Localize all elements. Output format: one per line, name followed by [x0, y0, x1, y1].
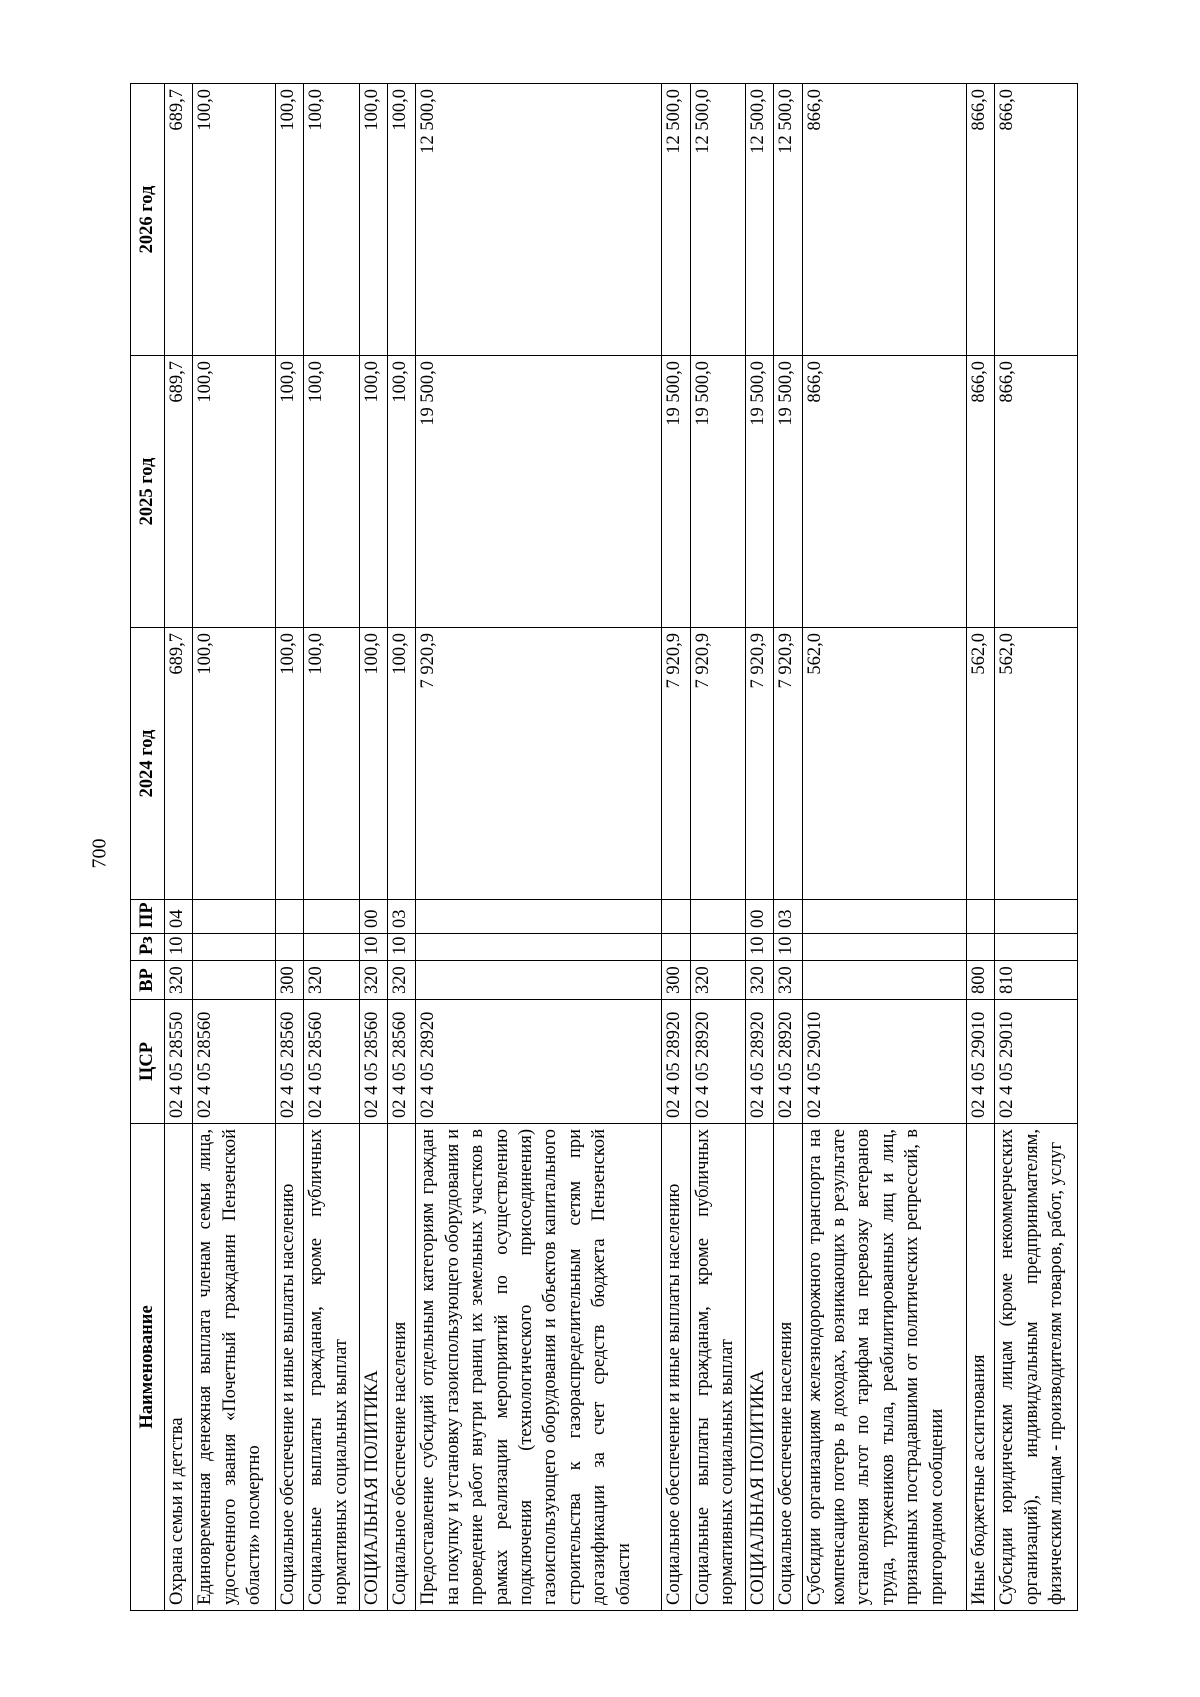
row-name: Социальные выплаты гражданам, кроме публичных нормативных социальных выплат — [304, 1124, 360, 1611]
row-2024: 100,0 — [359, 628, 387, 900]
row-2024: 7 920,9 — [690, 628, 746, 900]
row-2024: 7 920,9 — [416, 628, 662, 900]
row-vr: 320 — [388, 961, 416, 1000]
row-2025: 100,0 — [359, 356, 387, 628]
row-2026: 866,0 — [966, 84, 994, 356]
row-2026: 12 500,0 — [416, 84, 662, 356]
row-2026: 866,0 — [995, 84, 1078, 356]
row-vr: 300 — [662, 961, 690, 1000]
row-pr — [275, 900, 303, 934]
table-row — [690, 84, 746, 1611]
row-vr: 800 — [966, 961, 994, 1000]
header-csr: ЦСР — [131, 1000, 165, 1124]
row-pr — [995, 900, 1078, 934]
row-vr — [416, 961, 662, 1000]
budget-table — [130, 83, 1078, 1611]
row-pr: 00 — [359, 900, 387, 934]
row-rz: 10 — [746, 934, 774, 961]
row-rz — [416, 934, 662, 961]
row-pr: 04 — [165, 900, 193, 934]
row-2025: 100,0 — [304, 356, 360, 628]
row-name: СОЦИАЛЬНАЯ ПОЛИТИКА — [359, 1124, 387, 1611]
row-2024: 562,0 — [995, 628, 1078, 900]
row-2026: 100,0 — [193, 84, 276, 356]
row-csr: 02 4 05 28560 — [359, 1000, 387, 1124]
row-2025: 866,0 — [966, 356, 994, 628]
row-name: Охрана семьи и детства — [165, 1124, 193, 1611]
row-rz — [995, 934, 1078, 961]
table-row — [802, 84, 966, 1611]
row-pr: 03 — [774, 900, 802, 934]
row-name: Единовременная денежная выплата членам семьи лица, удостоенного звания «Почетный гражданин Пензенской области» посмертно — [193, 1124, 276, 1611]
row-csr: 02 4 05 28920 — [690, 1000, 746, 1124]
row-name: Социальные выплаты гражданам, кроме публичных нормативных социальных выплат — [690, 1124, 746, 1611]
row-rz: 10 — [774, 934, 802, 961]
row-2024: 100,0 — [388, 628, 416, 900]
row-vr: 320 — [165, 961, 193, 1000]
row-vr: 300 — [275, 961, 303, 1000]
row-pr — [193, 900, 276, 934]
page-number: 700 — [88, 838, 111, 869]
table-row — [966, 84, 994, 1611]
row-2024: 689,7 — [165, 628, 193, 900]
row-name: Социальное обеспечение и иные выплаты населению — [275, 1124, 303, 1611]
row-csr: 02 4 05 28920 — [416, 1000, 662, 1124]
row-csr: 02 4 05 28550 — [165, 1000, 193, 1124]
row-2026: 100,0 — [275, 84, 303, 356]
row-2026: 866,0 — [802, 84, 966, 356]
row-pr — [304, 900, 360, 934]
row-2024: 562,0 — [802, 628, 966, 900]
table-row — [359, 84, 387, 1611]
row-2026: 100,0 — [388, 84, 416, 356]
row-2026: 12 500,0 — [746, 84, 774, 356]
row-csr: 02 4 05 28560 — [388, 1000, 416, 1124]
row-name: Социальное обеспечение населения — [388, 1124, 416, 1611]
row-2024: 100,0 — [304, 628, 360, 900]
row-2024: 7 920,9 — [774, 628, 802, 900]
rotated-table-container — [130, 84, 1078, 1611]
row-2025: 100,0 — [275, 356, 303, 628]
row-rz — [802, 934, 966, 961]
row-vr: 320 — [746, 961, 774, 1000]
table-row — [275, 84, 303, 1611]
row-vr — [193, 961, 276, 1000]
row-name: Субсидии организациям железнодорожного транспорта на компенсацию потерь в доходах, возникающих в результате установления льгот по тарифам на перевозку ветеранов труда, тружеников тыла, реабилитированных лиц и лиц, признанных пострадавшими от политических репрессий, в пригородном сообщении — [802, 1124, 966, 1611]
row-2024: 100,0 — [275, 628, 303, 900]
table-row — [193, 84, 276, 1611]
row-rz — [966, 934, 994, 961]
row-2024: 100,0 — [193, 628, 276, 900]
row-2026: 100,0 — [359, 84, 387, 356]
row-rz — [304, 934, 360, 961]
row-name: Социальное обеспечение и иные выплаты населению — [662, 1124, 690, 1611]
row-rz — [193, 934, 276, 961]
header-vr: ВР — [131, 961, 165, 1000]
row-name: Субсидии юридическим лицам (кроме некоммерческих организаций), индивидуальным предпринимателям, физическим лицам - производителям товаров, работ, услуг — [995, 1124, 1078, 1611]
row-pr — [966, 900, 994, 934]
header-name: Наименование — [131, 1124, 165, 1611]
row-rz: 10 — [165, 934, 193, 961]
row-name: СОЦИАЛЬНАЯ ПОЛИТИКА — [746, 1124, 774, 1611]
table-row — [995, 84, 1078, 1611]
row-2026: 689,7 — [165, 84, 193, 356]
row-vr: 320 — [774, 961, 802, 1000]
row-pr — [802, 900, 966, 934]
table-row — [662, 84, 690, 1611]
row-2026: 12 500,0 — [662, 84, 690, 356]
row-csr: 02 4 05 28920 — [746, 1000, 774, 1124]
row-2025: 19 500,0 — [690, 356, 746, 628]
row-csr: 02 4 05 28560 — [304, 1000, 360, 1124]
row-vr — [802, 961, 966, 1000]
row-pr — [690, 900, 746, 934]
row-csr: 02 4 05 29010 — [802, 1000, 966, 1124]
row-name: Социальное обеспечение населения — [774, 1124, 802, 1611]
table-row — [388, 84, 416, 1611]
row-vr: 320 — [359, 961, 387, 1000]
table-row — [416, 84, 662, 1611]
row-pr: 03 — [388, 900, 416, 934]
row-vr: 320 — [304, 961, 360, 1000]
row-2025: 866,0 — [995, 356, 1078, 628]
row-rz: 10 — [359, 934, 387, 961]
table-row — [746, 84, 774, 1611]
row-2025: 19 500,0 — [746, 356, 774, 628]
row-name: Предоставление субсидий отдельным категориям граждан на покупку и установку газоиспользующего оборудования и проведение работ внутри границ их земельных участков в рамках реализации мероприятий по осуществлению подключения (технологического присоединения) газоиспользующего оборудования и объектов капитального строительства к газораспределительным сетям при догазификации за счет средств бюджета Пензенской области — [416, 1124, 662, 1611]
header-pr: ПР — [131, 900, 165, 934]
header-2024: 2024 год — [131, 628, 165, 900]
row-rz: 10 — [388, 934, 416, 961]
row-2025: 866,0 — [802, 356, 966, 628]
row-csr: 02 4 05 28920 — [774, 1000, 802, 1124]
header-2026: 2026 год — [131, 84, 165, 356]
row-pr — [662, 900, 690, 934]
row-csr: 02 4 05 28560 — [193, 1000, 276, 1124]
row-2025: 19 500,0 — [774, 356, 802, 628]
row-csr: 02 4 05 28920 — [662, 1000, 690, 1124]
table-row — [304, 84, 360, 1611]
row-2024: 7 920,9 — [746, 628, 774, 900]
row-pr: 00 — [746, 900, 774, 934]
row-csr: 02 4 05 29010 — [966, 1000, 994, 1124]
row-2025: 19 500,0 — [416, 356, 662, 628]
row-name: Иные бюджетные ассигнования — [966, 1124, 994, 1611]
row-csr: 02 4 05 29010 — [995, 1000, 1078, 1124]
header-2025: 2025 год — [131, 356, 165, 628]
row-rz — [275, 934, 303, 961]
row-2025: 19 500,0 — [662, 356, 690, 628]
row-2024: 7 920,9 — [662, 628, 690, 900]
row-2024: 562,0 — [966, 628, 994, 900]
row-pr — [416, 900, 662, 934]
row-2025: 689,7 — [165, 356, 193, 628]
row-rz — [690, 934, 746, 961]
table-row — [165, 84, 193, 1611]
row-vr: 320 — [690, 961, 746, 1000]
row-vr: 810 — [995, 961, 1078, 1000]
table-header-row — [131, 84, 165, 1611]
row-csr: 02 4 05 28560 — [275, 1000, 303, 1124]
row-2026: 12 500,0 — [690, 84, 746, 356]
row-2025: 100,0 — [388, 356, 416, 628]
table-row — [774, 84, 802, 1611]
row-2026: 12 500,0 — [774, 84, 802, 356]
header-rz: Рз — [131, 934, 165, 961]
row-2026: 100,0 — [304, 84, 360, 356]
row-rz — [662, 934, 690, 961]
row-2025: 100,0 — [193, 356, 276, 628]
